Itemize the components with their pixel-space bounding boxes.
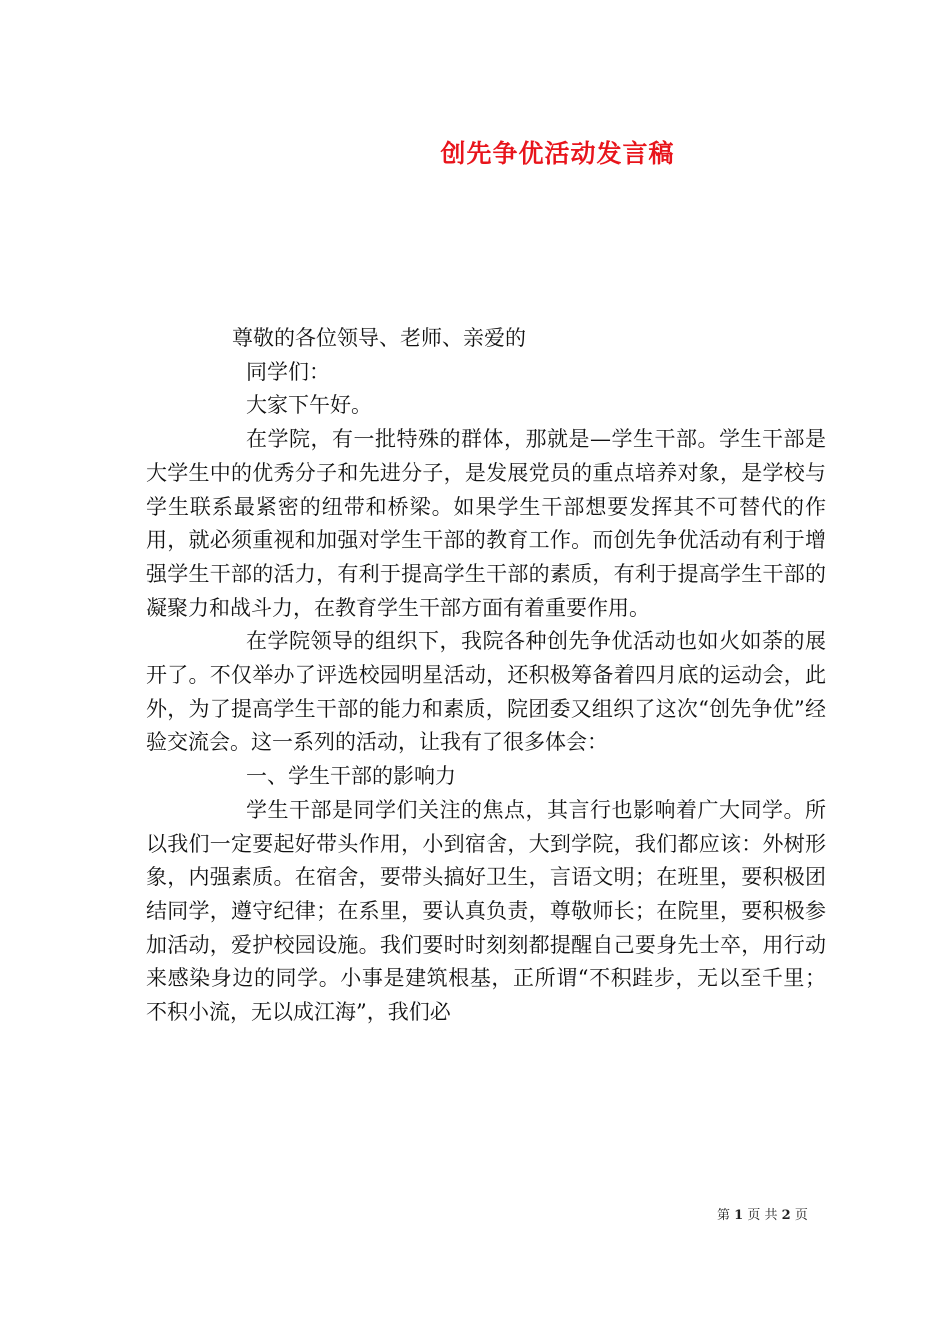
- footer-middle: 页 共: [747, 1208, 778, 1223]
- salutation-line-1: 尊敬的各位领导、老师、亲爱的: [232, 326, 526, 350]
- footer-suffix: 页: [794, 1208, 808, 1223]
- document-title: 创先争优活动发言稿: [440, 139, 675, 168]
- footer-total-pages: 2: [781, 1208, 791, 1223]
- document-body: [146, 322, 826, 1030]
- greeting: 大家下午好。: [246, 393, 372, 418]
- footer-current-page: 1: [734, 1208, 744, 1223]
- section-paragraph: 学生干部是同学们关注的焦点，其言行也影响着广大同学。所以我们一定要起好带头作用，小到宿舍，大到学院，我们都应该：外树形象，内强素质。在宿舍，要带头搞好卫生，言语文明；在班里，要积极团结同学，遵守纪律；在系里，要认真负责，尊敬师长；在院里，要积极参加活动，爱护校园设施。我们要时时刻刻都提醒自己要身先士卒，用行动来感染身边的同学。小事是建筑根基，正所谓“不积跬步，无以至千里；不积小流，无以成江海”，我们必: [146, 797, 826, 1025]
- paragraph: 在学院，有一批特殊的群体，那就是—学生干部。学生干部是大学生中的优秀分子和先进分子，是发展党员的重点培养对象，是学校与学生联系最紧密的纽带和桥梁。如果学生干部想要发挥其不可替代的作用，就必须重视和加强对学生干部的教育工作。而创先争优活动有利于增强学生干部的活力，有利于提高学生干部的素质，有利于提高学生干部的凝聚力和战斗力，在教育学生干部方面有着重要作用。: [146, 427, 826, 620]
- paragraph: 在学院领导的组织下，我院各种创先争优活动也如火如荼的展开了。不仅举办了评选校园明星活动，还积极筹备着四月底的运动会，此外，为了提高学生干部的能力和素质，院团委又组织了这次“创先争优”经验交流会。这一系列的活动，让我有了很多体会：: [146, 629, 826, 755]
- section-heading: 一、学生干部的影响力: [246, 764, 456, 789]
- salutation-line-2: 同学们：: [246, 359, 330, 384]
- page-number-footer: [717, 1204, 808, 1223]
- footer-prefix: 第: [717, 1208, 731, 1223]
